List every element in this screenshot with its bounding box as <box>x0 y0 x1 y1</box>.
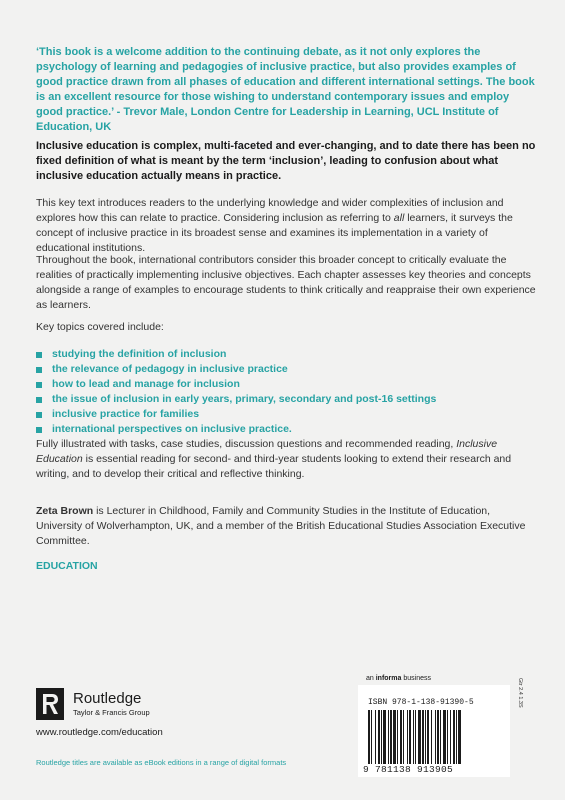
list-item: the relevance of pedagogy in inclusive practice <box>36 362 556 377</box>
emphasis-word: all <box>393 212 405 224</box>
barcode <box>367 710 497 764</box>
description-paragraph-2: Throughout the book, international contributors consider this broader concept to critically evaluate the realities of practically implementing inclusive objectives. Each chapter assesses key theories and concepts alongside a range of examples to encourage students to think critically and reappraise their own experience as learners. <box>36 254 536 311</box>
topics-heading: Key topics covered include: <box>36 321 164 333</box>
author-bio: Zeta Brown is Lecturer in Childhood, Family and Community Studies in the Institute of Education, University of Wolverhampton, UK, and a member of the British Educational Studies Association Executive Committee. <box>36 505 526 547</box>
list-item: the issue of inclusion in early years, primary, secondary and post-16 settings <box>36 392 556 407</box>
informa-business-label: an informa business <box>366 675 431 682</box>
barcode-number: 9 781138 913905 <box>363 764 454 775</box>
description-paragraph-1: This key text introduces readers to the underlying knowledge and wider complexities of inclusion and explores how this can relate to practice. Considering inclusion as referring to all learners, it surveys the concept of inclusive practice in its broadest sense and examines its implementation in a variety of educational institutions. <box>36 197 513 254</box>
list-item: inclusive practice for families <box>36 407 556 422</box>
routledge-r-icon <box>36 688 64 720</box>
isbn-label: ISBN 978-1-138-91390-5 <box>368 698 474 707</box>
publisher-name: Routledge <box>73 690 142 707</box>
description-paragraph-3: Fully illustrated with tasks, case studies, discussion questions and recommended reading, Inclusive Education is essential reading for second- and third-year students looking to extend their research and writing, and to develop their critical and reflective thinking. <box>36 438 512 480</box>
category-label: EDUCATION <box>36 560 98 572</box>
author-name: Zeta Brown <box>36 505 94 517</box>
bullet-icon <box>36 382 42 388</box>
bullet-icon <box>36 367 42 373</box>
bullet-icon <box>36 397 42 403</box>
list-item: international perspectives on inclusive practice. <box>36 422 556 437</box>
bullet-icon <box>36 412 42 418</box>
price-sticker-text: Gtr 2.4 1.3S <box>517 678 523 708</box>
intro-paragraph: Inclusive education is complex, multi-faceted and ever-changing, and to date there has been no fixed definition of what is meant by the term ‘inclusion’, leading to confusion about what inclusive education actually means in practice. <box>36 140 536 182</box>
topics-list <box>36 347 556 437</box>
publisher-logo <box>36 688 236 722</box>
list-item: studying the definition of inclusion <box>36 347 556 362</box>
bullet-icon <box>36 427 42 433</box>
endorsement-quote: ‘This book is a welcome addition to the continuing debate, as it not only explores the psychology of learning and pedagogies of inclusive practice, but also provides examples of good practice drawn from all phases of education and different international settings. The book is an excellent resource for those wishing to understand contemporary issues and employ good practice.’ - Trevor Male, London Centre for Leadership in Learning, UCL Institute of Education, UK <box>36 46 535 133</box>
book-title: Inclusive Education <box>36 438 498 465</box>
publisher-group: Taylor & Francis Group <box>73 708 150 717</box>
publisher-website: www.routledge.com/education <box>36 727 163 738</box>
list-item: how to lead and manage for inclusion <box>36 377 556 392</box>
ebook-note: Routledge titles are available as eBook editions in a range of digital formats <box>36 758 287 767</box>
bullet-icon <box>36 352 42 358</box>
